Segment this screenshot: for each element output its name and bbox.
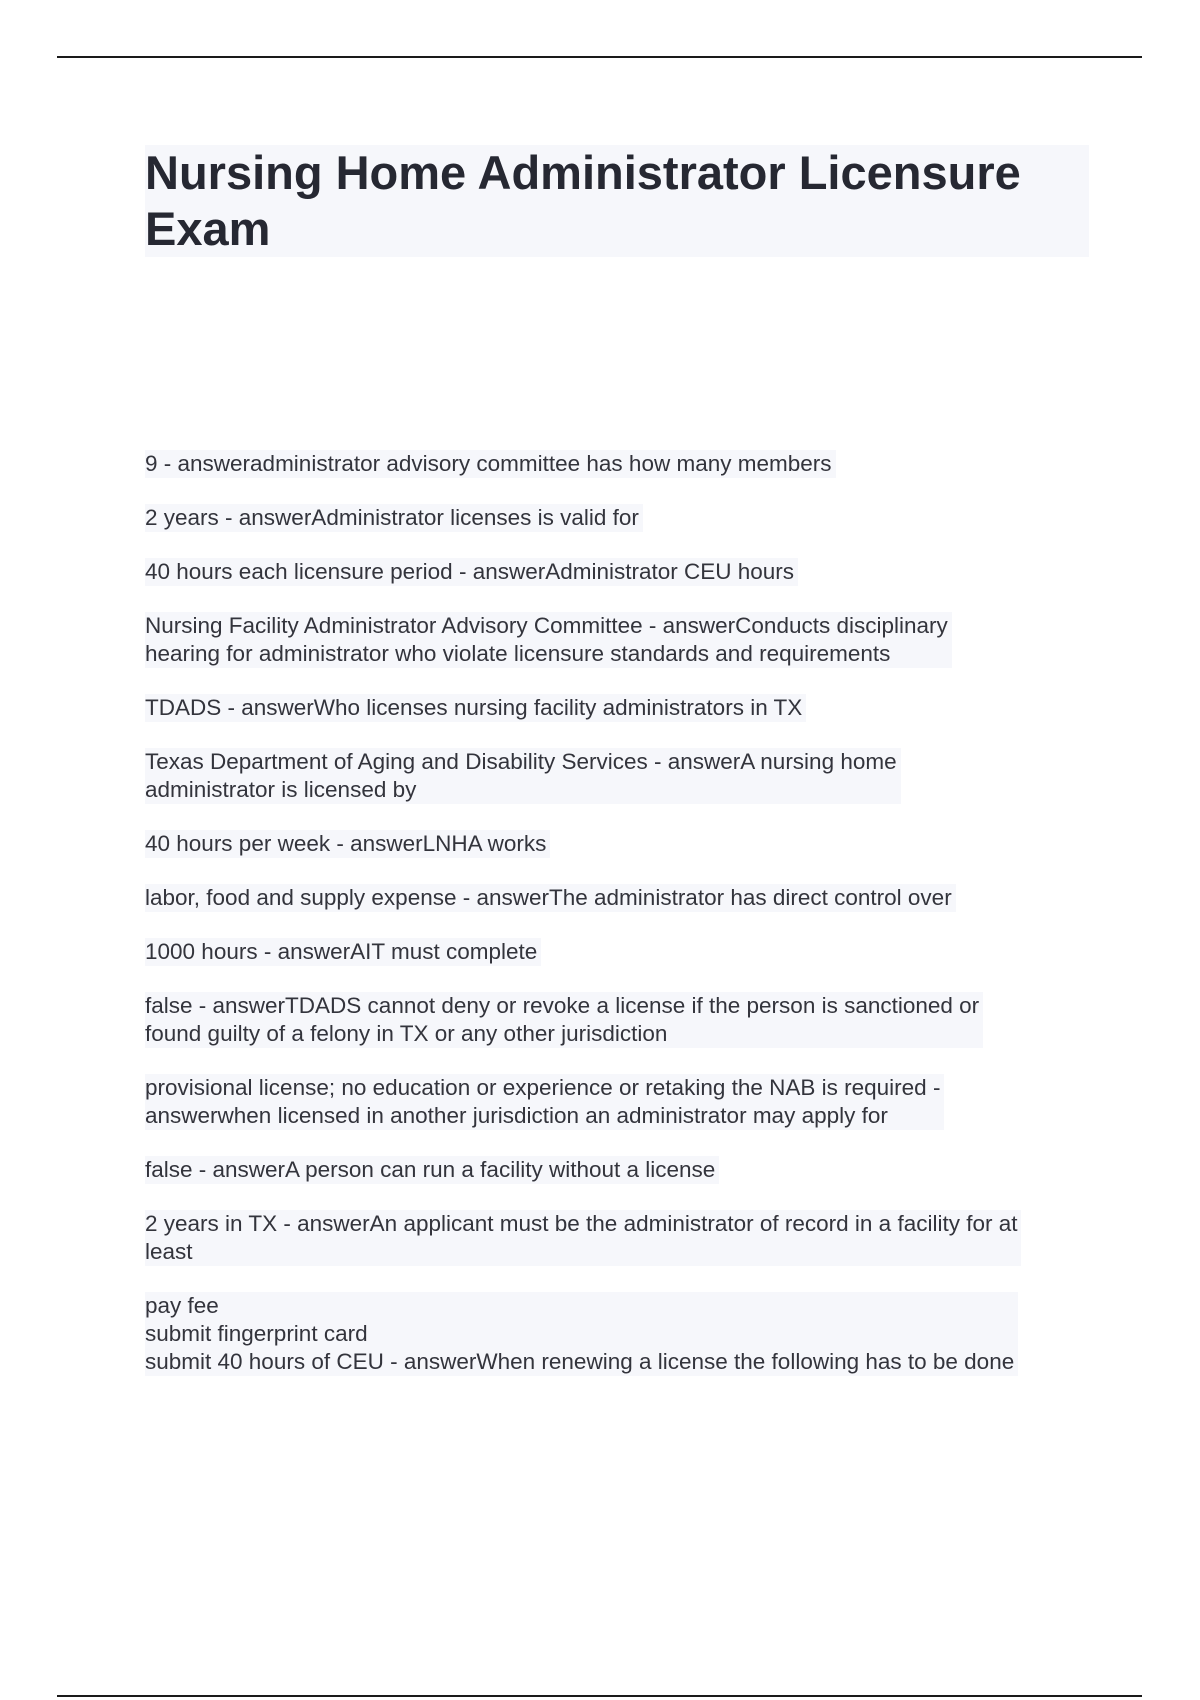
qa-text: 1000 hours - answerAIT must complete [145,938,541,966]
qa-item [145,1074,1095,1130]
qa-item [145,1156,1095,1184]
title-block [145,145,1089,257]
qa-text: false - answerA person can run a facility without a license [145,1156,719,1184]
qa-item [145,450,1095,478]
qa-item [145,938,1095,966]
qa-text: labor, food and supply expense - answerThe administrator has direct control over [145,884,956,912]
qa-item [145,884,1095,912]
document-title: Nursing Home Administrator Licensure Exam [145,146,1021,255]
qa-item [145,558,1095,586]
bottom-rule [57,1695,1142,1697]
qa-text: pay fee submit fingerprint card submit 40 hours of CEU - answerWhen renewing a license the following has to be done [145,1292,1018,1376]
qa-text: 9 - answeradministrator advisory committee has how many members [145,450,836,478]
qa-item [145,612,1095,668]
qa-list [145,450,1095,1402]
qa-text: 40 hours each licensure period - answerAdministrator CEU hours [145,558,798,586]
qa-item [145,1210,1095,1266]
qa-item [145,748,1095,804]
qa-text: 2 years - answerAdministrator licenses is valid for [145,504,643,532]
qa-text: 2 years in TX - answerAn applicant must be the administrator of record in a facility for at least [145,1210,1021,1266]
top-rule [57,56,1142,58]
qa-text: 40 hours per week - answerLNHA works [145,830,550,858]
qa-item [145,504,1095,532]
qa-text: Texas Department of Aging and Disability Services - answerA nursing home administrator is licensed by [145,748,901,804]
qa-item [145,830,1095,858]
qa-item [145,1292,1095,1376]
qa-text: provisional license; no education or experience or retaking the NAB is required - answerwhen licensed in another jurisdiction an administrator may apply for [145,1074,944,1130]
qa-text: TDADS - answerWho licenses nursing facility administrators in TX [145,694,806,722]
qa-item [145,694,1095,722]
qa-text: false - answerTDADS cannot deny or revoke a license if the person is sanctioned or found guilty of a felony in TX or any other jurisdiction [145,992,983,1048]
qa-text: Nursing Facility Administrator Advisory Committee - answerConducts disciplinary hearing for administrator who violate licensure standards and requirements [145,612,952,668]
qa-item [145,992,1095,1048]
